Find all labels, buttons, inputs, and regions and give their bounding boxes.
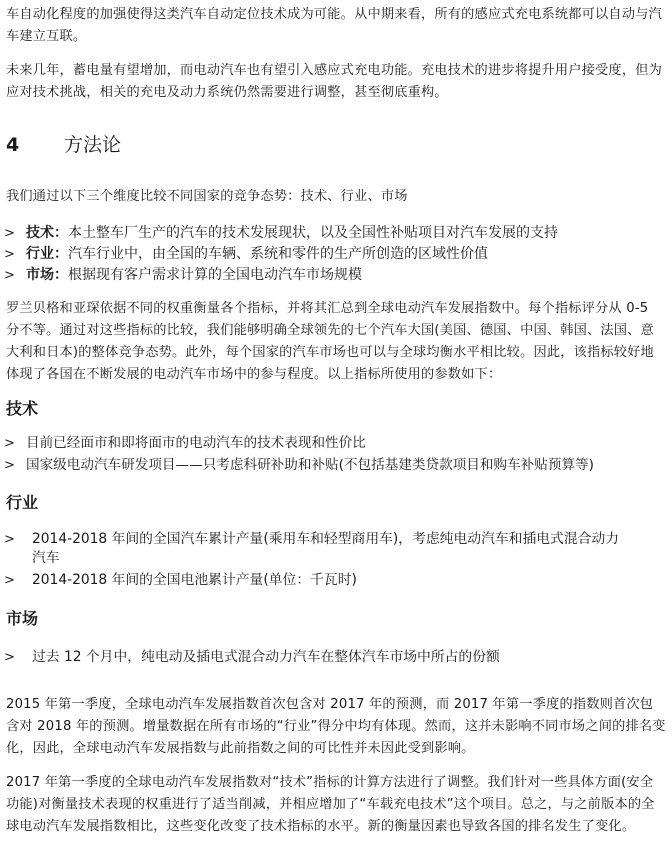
section-number: 4: [6, 134, 20, 156]
market-heading: 市场: [6, 609, 39, 628]
list-item-text: 过去 12 个月中，纯电动及插电式混合动力汽车在整体汽车市场中所占的份额: [32, 649, 500, 665]
intro-paragraph-2: 未来几年，蓄电量有望增加，而电动汽车也有望引入感应式充电功能。充电技术的进步将提升用户接受度，但为应对技术挑战，相关的充电及动力系统仍然需要进行调整，甚至彻底重构。: [6, 63, 662, 100]
chevron-right-icon: >: [4, 436, 15, 451]
list-item-text: 2014-2018 年间的全国汽车累计产量(乘用车和轻型商用车)，考虑纯电动汽车和插电式混合动力汽车: [32, 531, 620, 566]
market-list: [4, 648, 668, 667]
dimension-text: 本土整车厂生产的汽车的技术发展现状，以及全国性补贴项目对汽车发展的支持: [68, 225, 558, 241]
chevron-right-icon: >: [4, 532, 15, 547]
industry-list: [4, 530, 668, 593]
list-item: [4, 648, 668, 667]
chevron-right-icon: >: [4, 268, 15, 283]
dimension-text: 根据现有客户需求计算的全国电动汽车市场规模: [68, 267, 362, 283]
list-item: [4, 456, 668, 475]
chevron-right-icon: >: [4, 650, 15, 665]
list-item-text: 国家级电动汽车研发项目——只考虑科研补助和补贴(不包括基建类贷款项目和购车补贴预算等): [26, 457, 594, 473]
list-item: [4, 266, 668, 285]
list-item-text: 2014-2018 年间的全国电池累计产量(单位：千瓦时): [32, 572, 357, 588]
chevron-right-icon: >: [4, 573, 15, 588]
list-item: [4, 571, 668, 590]
dimension-term: 技术：: [26, 225, 68, 241]
list-item-text: 目前已经面市和即将面市的电动汽车的技术表现和性价比: [26, 435, 366, 451]
list-item: [4, 245, 668, 264]
chevron-right-icon: >: [4, 247, 15, 262]
list-item: [4, 434, 668, 453]
industry-heading: 行业: [6, 493, 39, 512]
chevron-right-icon: >: [4, 458, 15, 473]
intro-paragraph-1: 车自动化程度的加强使得这类汽车自动定位技术成为可能。从中期来看，所有的感应式充电系统都可以自动与汽车建立互联。: [6, 7, 662, 44]
methodology-lead: 我们通过以下三个维度比较不同国家的竞争态势：技术、行业、市场: [6, 189, 408, 204]
dimension-term: 市场：: [26, 267, 68, 283]
list-item: [4, 530, 668, 568]
section-title: 方法论: [64, 134, 122, 156]
dimension-term: 行业：: [26, 246, 68, 262]
notes-paragraph-1: 2015 年第一季度，全球电动汽车发展指数首次包含对 2017 年的预测，而 2017 年第一季度的指数则首次包含对 2018 年的预测。增量数据在所有市场的“行业”得分中均有体现。然而，这并未影响不同市场之间的排名变化，因此，全球电动汽车发展指数与此前指数之间的可比性并未因此受到影响。: [6, 697, 666, 756]
dimension-list: [4, 224, 668, 287]
dimension-text: 汽车行业中，由全国的车辆、系统和零件的生产所创造的区域性价值: [68, 246, 488, 262]
notes-paragraph-2: 2017 年第一季度的全球电动汽车发展指数对“技术”指标的计算方法进行了调整。我们针对一些具体方面(安全功能)对衡量技术表现的权重进行了适当削减，并相应增加了“车载充电技术”这个项目。总之，与之前版本的全球电动汽车发展指数相比，这些变化改变了技术指标的水平。新的衡量因素也导致各国的排名发生了变化。: [6, 775, 655, 834]
technology-list: [4, 434, 668, 478]
list-item: [4, 224, 668, 243]
technology-heading: 技术: [6, 399, 39, 418]
methodology-explanation: 罗兰贝格和亚琛依据不同的权重衡量各个指标，并将其汇总到全球电动汽车发展指数中。每个指标评分从 0-5 分不等。通过对这些指标的比较，我们能够明确全球领先的七个汽车大国(美国、德国、中国、韩国、法国、意大利和日本)的整体竞争态势。此外，每个国家的汽车市场也可以与全球均衡水平相比较。因此，该指标较好地体现了各国在不断发展的电动汽车市场中的参与程度。以上指标所使用的参数如下：: [6, 301, 654, 382]
chevron-right-icon: >: [4, 226, 15, 241]
